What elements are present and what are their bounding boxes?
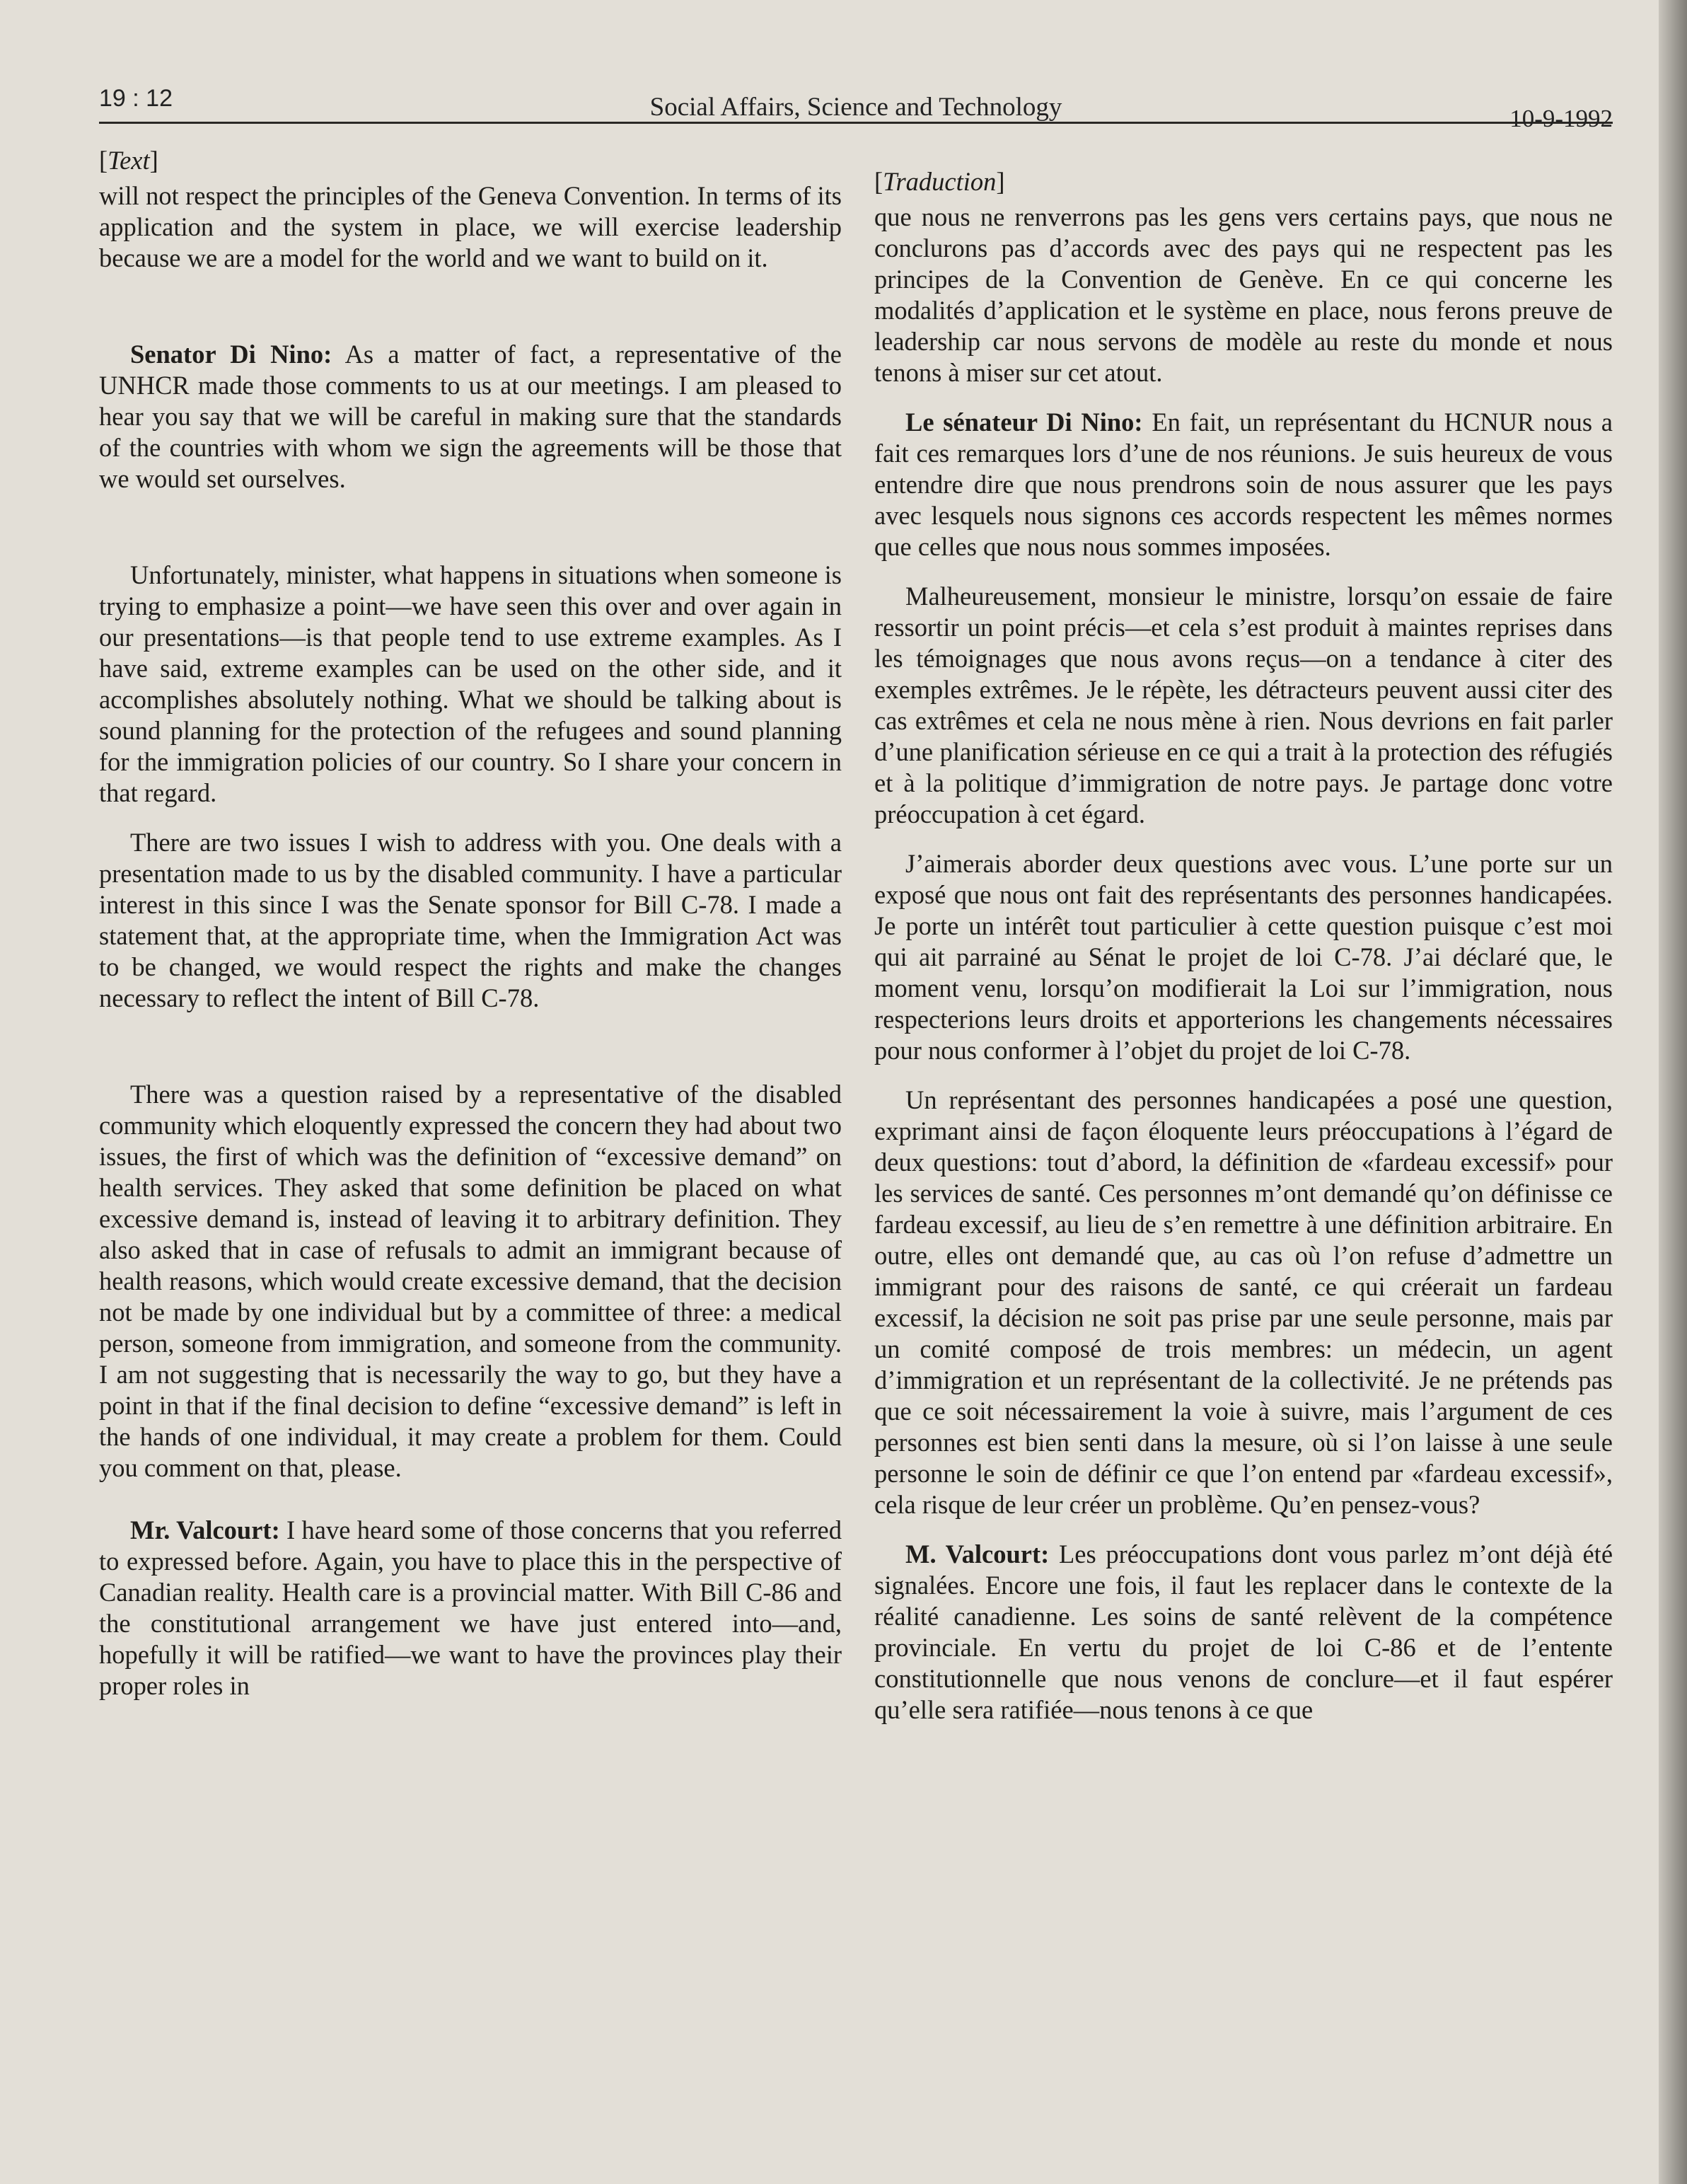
french-column-label: [Traduction]	[874, 167, 1005, 196]
paragraph: Mr. Valcourt: I have heard some of those concerns that you referred to expressed before. Again, you have to place this in the perspective of Canadian reality. Health care is a provincial matter. With Bill C-86 and the constitutional arrangement we have just entered into—and, hopefully it will be ratified—we want to have the provinces play their proper roles in	[99, 1515, 842, 1700]
paragraph: Unfortunately, minister, what happens in situations when someone is trying to emphasize a point—we have seen this over and over again in our presentations—is that people tend to use extreme examples. As I have said, extreme examples can be used on the other side, and it accomplishes absolutely nothing. What we should be talking about is sound planning for the protection of the refugees and sound planning for the immigration policies of our country. So I share your concern in that regard.	[99, 560, 842, 807]
speaker-name: Mr. Valcourt:	[130, 1515, 280, 1544]
paragraph: There are two issues I wish to address with you. One deals with a presentation made to us by the disabled community. I have a particular interest in this since I was the Senate sponsor for Bill C-78. I made a statement that, at the appropriate time, when the Immigration Act was to be changed, we would respect the rights and make the changes necessary to reflect the intent of Bill C-78.	[99, 828, 842, 1012]
paragraph: que nous ne renverrons pas les gens vers certains pays, que nous ne conclurons pas d’accords avec des pays qui ne respectent pas les principes de la Convention de Genève. En ce qui concerne les modalités d’application et le système en place, nous ferons preuve de leadership car nous servons de modèle au reste du monde et nous tenons à miser sur cet atout.	[874, 202, 1613, 387]
paragraph: Le sénateur Di Nino: En fait, un représentant du HCNUR nous a fait ces remarques lors d’une de nos réunions. Je suis heureux de vous entendre dire que nous prendrons soin de nous assurer que les pays avec lesquels nous signons ces accords respectent les mêmes normes que celles que nous nous sommes imposées.	[874, 408, 1613, 561]
binding-gutter	[1659, 0, 1687, 2184]
page-number: 19 : 12	[99, 85, 173, 112]
paragraph: Malheureusement, monsieur le ministre, lorsqu’on essaie de faire ressortir un point précis—et cela s’est produit à maintes reprises dans les témoignages que nous avons reçus—on a tendance à citer des exemples extrêmes. Je le répète, les détracteurs peuvent aussi citer des cas extrêmes et cela ne nous mène à rien. Nous devrions en fait parler d’une planification sérieuse en ce qui a trait à la protection des réfugiés et à la politique d’immigration de notre pays. Je partage donc votre préoccupation à cet égard.	[874, 582, 1613, 828]
speaker-name: M. Valcourt:	[905, 1539, 1050, 1568]
paragraph: Senator Di Nino: As a matter of fact, a representative of the UNHCR made those comments to us at our meetings. I am pleased to hear you say that we will be careful in making sure that the standards of the countries with whom we sign the agreements will be those that we would set ourselves.	[99, 340, 842, 493]
paragraph: will not respect the principles of the Geneva Convention. In terms of its application and the system in place, we will exercise leadership because we are a model for the world and we want to build on it.	[99, 181, 842, 272]
paragraph: There was a question raised by a representative of the disabled community which eloquently expressed the concern they had about two issues, the first of which was the definition of “excessive demand” on health services. They asked that some definition be placed on what excessive demand is, instead of leaving it to arbitrary definition. They also asked that in case of refusals to admit an immigrant because of health reasons, which would create excessive demand, that the decision not be made by one individual but by a committee of three: a medical person, someone from immigration, and someone from the community. I am not suggesting that is necessarily the way to go, but they have a point in that if the final decision to define “excessive demand” is left in the hands of one individual, it may create a problem for them. Could you comment on that, please.	[99, 1080, 842, 1482]
page-header	[99, 79, 1613, 132]
english-column	[99, 145, 842, 1701]
page-date: 10-9-1992	[1509, 105, 1613, 132]
speaker-name: Le sénateur Di Nino:	[905, 408, 1143, 437]
paragraph: J’aimerais aborder deux questions avec vous. L’une porte sur un exposé que nous ont fait des représentants des personnes handicapées. Je porte un intérêt tout particulier à cette question puisque c’est moi qui ait parrainé au Sénat le projet de loi C-78. J’ai déclaré que, le moment venu, lorsqu’on modifierait la Loi sur l’immigration, nous respecterions leurs droits et apporterions les changements nécessaires pour nous conformer à l’objet du projet de loi C-78.	[874, 849, 1613, 1065]
page-title: Social Affairs, Science and Technology	[649, 93, 1062, 122]
english-column-label: [Text]	[99, 146, 158, 175]
french-column	[874, 145, 1613, 1726]
paragraph: M. Valcourt: Les préoccupations dont vous parlez m’ont déjà été signalées. Encore une fois, il faut les replacer dans le contexte de la réalité canadienne. Les soins de santé relèvent de la compétence provinciale. En vertu du projet de loi C-86 et de l’entente constitutionnelle que nous venons de conclure—et il faut espérer qu’elle sera ratifiée—nous tenons à ce que	[874, 1539, 1613, 1724]
speaker-name: Senator Di Nino:	[130, 340, 332, 369]
paragraph: Un représentant des personnes handicapées a posé une question, exprimant ainsi de façon éloquente leurs préoccupations à l’égard de deux questions: tout d’abord, la définition de «fardeau excessif» pour les services de santé. Ces personnes m’ont demandé qu’on définisse ce fardeau excessif, au lieu de s’en remettre à une définition arbitraire. En outre, elles ont demandé que, au cas où l’on refuse d’admettre un immigrant pour des raisons de santé, ce qui créerait un fardeau excessif, la décision ne soit pas prise par une seule personne, mais par un comité composé de trois membres: un médecin, un agent d’immigration et un représentant de la collectivité. Je ne prétends pas que ce soit nécessairement la voie à suivre, mais l’argument de ces personnes est bien senti dans la mesure, où si l’on laisse à une seule personne le soin de définir ce que l’on entend par «fardeau excessif», cela risque de leur créer un problème. Qu’en pensez-vous?	[874, 1085, 1613, 1519]
